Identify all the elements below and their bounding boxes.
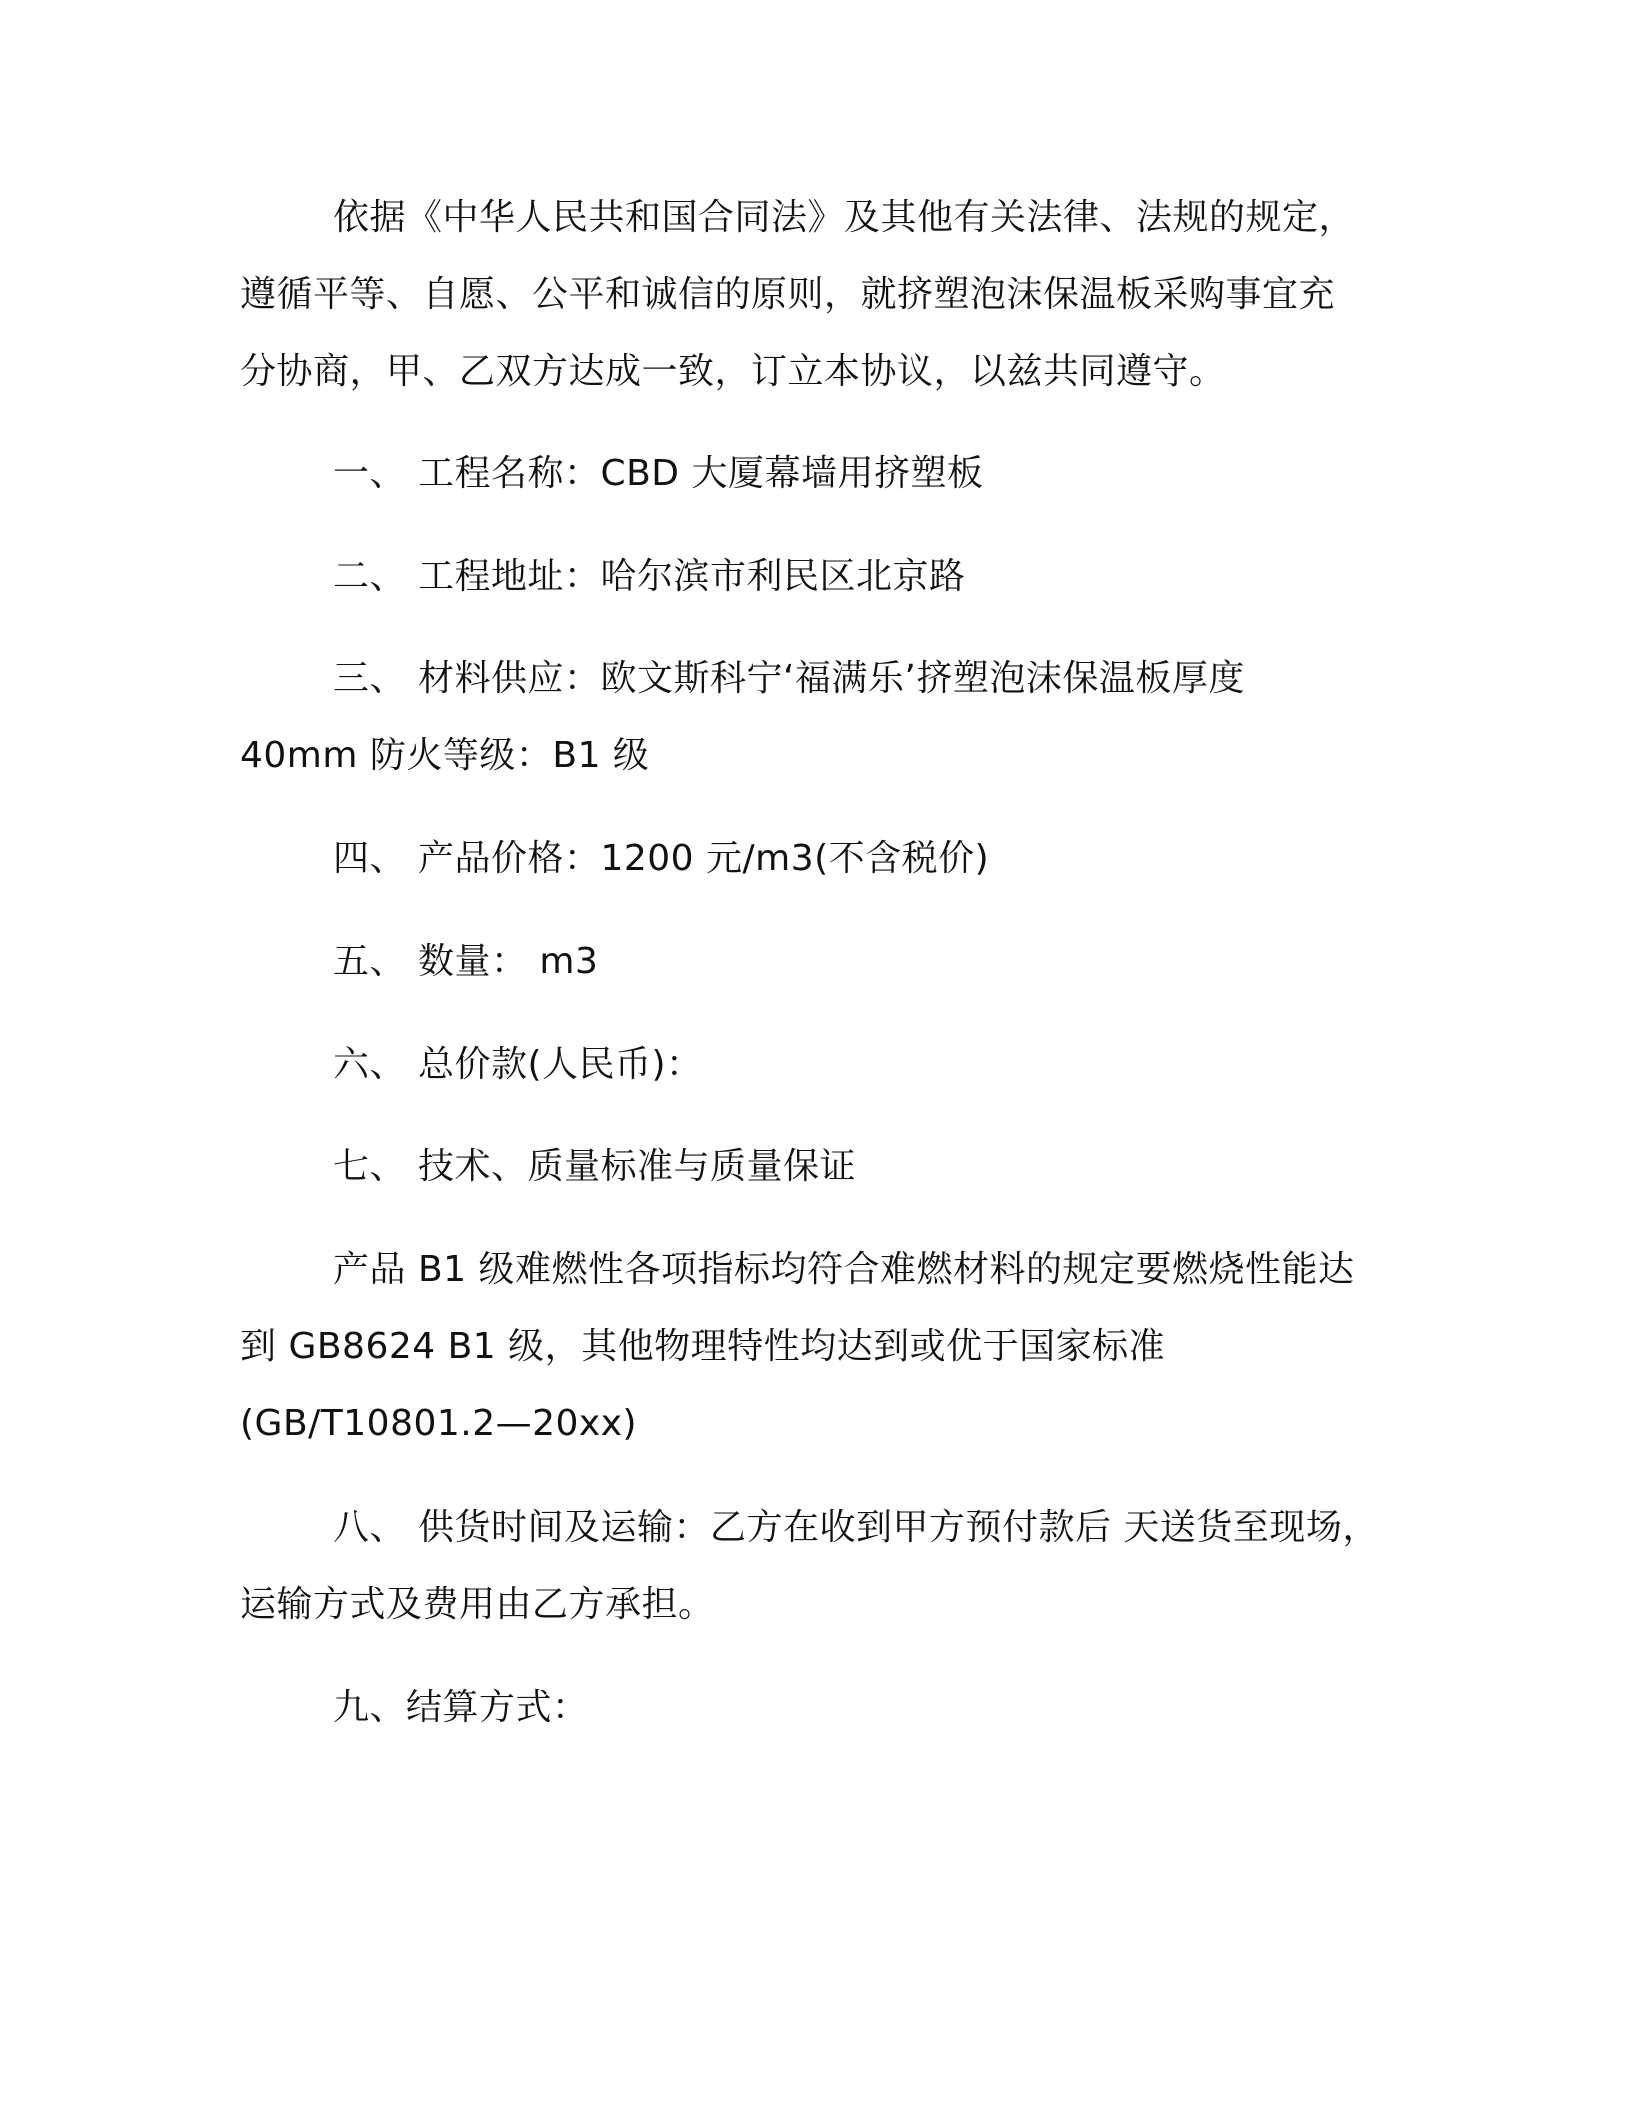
clause-delivery-line-1: 八、 供货时间及运输：乙方在收到甲方预付款后 天送货至现场，	[333, 1507, 1379, 1548]
clause-settlement: 九、结算方式：	[333, 1687, 589, 1728]
clause-project-address: 二、 工程地址：哈尔滨市利民区北京路	[333, 556, 966, 597]
quality-detail-line-3: (GB/T10801.2—20xx)	[240, 1403, 638, 1444]
preamble-line-2: 遵循平等、自愿、公平和诚信的原则，就挤塑泡沫保温板采购事宜充	[240, 274, 1336, 315]
clause-product-price: 四、 产品价格：1200 元/m3(不含税价)	[333, 838, 990, 879]
clause-quantity: 五、 数量： m3	[333, 941, 599, 982]
clause-total-price: 六、 总价款(人民币)：	[333, 1044, 703, 1085]
clause-quality-standard: 七、 技术、质量标准与质量保证	[333, 1146, 856, 1187]
clause-material-supply-line-2: 40mm 防火等级：B1 级	[240, 735, 650, 776]
clause-project-name: 一、 工程名称：CBD 大厦幕墙用挤塑板	[333, 453, 984, 494]
quality-detail-line-2: 到 GB8624 B1 级，其他物理特性均达到或优于国家标准	[240, 1326, 1166, 1367]
clause-material-supply-line-1: 三、 材料供应：欧文斯科宁‘福满乐’挤塑泡沫保温板厚度	[333, 658, 1245, 699]
clause-delivery-line-2: 运输方式及费用由乙方承担。	[240, 1584, 715, 1625]
quality-detail-line-1: 产品 B1 级难燃性各项指标均符合难燃材料的规定要燃烧性能达	[333, 1249, 1355, 1290]
preamble-line-3: 分协商，甲、乙双方达成一致，订立本协议，以兹共同遵守。	[240, 351, 1226, 392]
preamble-line-1: 依据《中华人民共和国合同法》及其他有关法律、法规的规定，	[333, 197, 1356, 238]
